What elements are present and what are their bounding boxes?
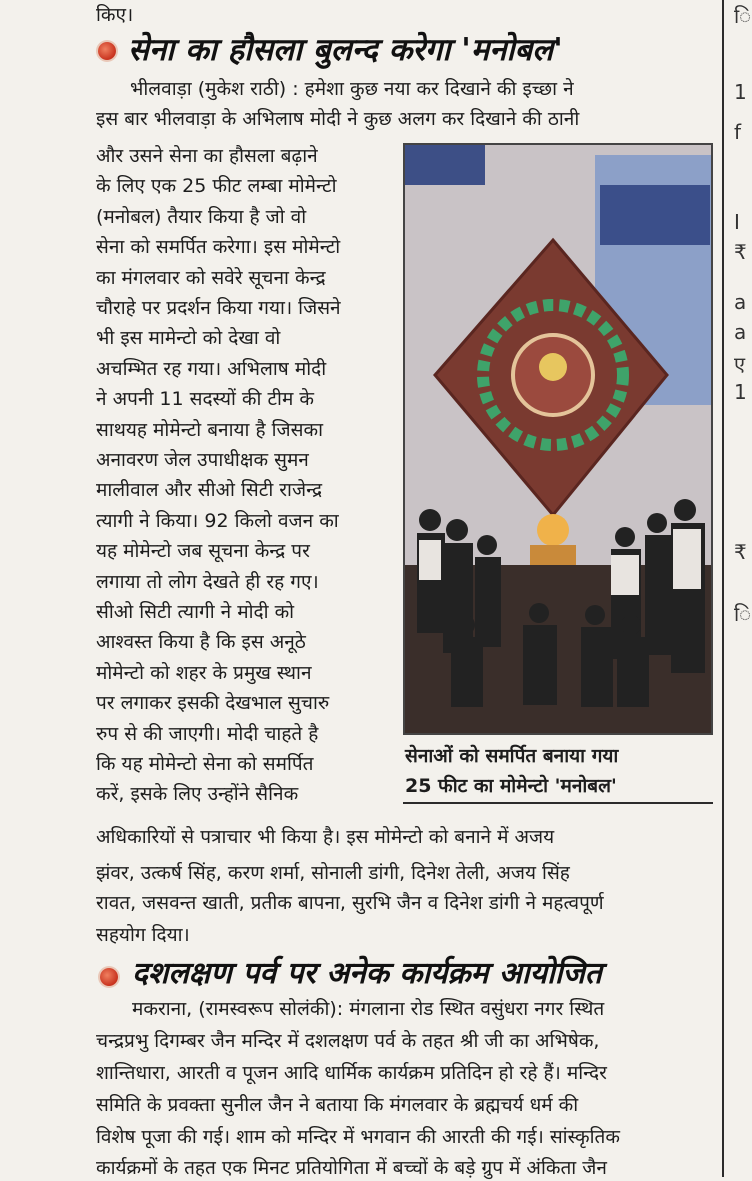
article1-line: कि यह मोमेन्टो सेना को समर्पित bbox=[96, 753, 314, 775]
photo-caption-line: सेनाओं को समर्पित बनाया गया bbox=[405, 745, 619, 767]
photo-caption-line: 25 फीट का मोमेन्टो 'मनोबल' bbox=[405, 775, 617, 797]
article2-line: विशेष पूजा की गई। शाम को मन्दिर में भगवान की आरती की गई। सांस्कृतिक bbox=[96, 1126, 620, 1148]
article2-headline: दशलक्षण पर्व पर अनेक कार्यक्रम आयोजित bbox=[132, 956, 602, 991]
article1-line: और उसने सेना का हौसला बढ़ाने bbox=[96, 145, 318, 167]
article1-line: लगाया तो लोग देखते ही रह गए। bbox=[96, 570, 319, 593]
article2-line: समिति के प्रवक्ता सुनील जैन ने बताया कि मंगलवार के ब्रह्मचर्य धर्म की bbox=[96, 1094, 579, 1116]
article1-line: सहयोग दिया। bbox=[96, 924, 190, 946]
article1-line: अचम्भित रह गया। अभिलाष मोदी bbox=[96, 357, 327, 380]
article1-line: मालीवाल और सीओ सिटी राजेन्द्र bbox=[96, 479, 323, 502]
article1-line: ने अपनी 11 सदस्यों की टीम के bbox=[96, 388, 314, 411]
article1-headline: सेना का हौसला बुलन्द करेगा 'मनोबल' bbox=[128, 32, 563, 68]
column-divider bbox=[722, 0, 724, 1177]
article2-line: मकराना, (रामस्वरूप सोलंकी): मंगलाना रोड स्थित वसुंधरा नगर स्थित bbox=[132, 998, 605, 1020]
article2-line: शान्तिधारा, आरती व पूजन आदि धार्मिक कार्यक्रम प्रतिदिन हो रहे हैं। मन्दिर bbox=[96, 1062, 607, 1084]
article1-line: रुप से की जाएगी। मोदी चाहते है bbox=[96, 722, 319, 745]
article1-line: साथयह मोमेन्टो बनाया है जिसका bbox=[96, 418, 324, 441]
article1-line: आश्वस्त किया है कि इस अनूठे bbox=[96, 631, 306, 654]
caption-divider bbox=[403, 802, 713, 804]
article1-line: सीओ सिटी त्यागी ने मोदी को bbox=[96, 601, 295, 623]
article1-line: मोमेन्टो को शहर के प्रमुख स्थान bbox=[96, 661, 312, 684]
article1-line: झंवर, उत्कर्ष सिंह, करण शर्मा, सोनाली डांगी, दिनेश तेली, अजय सिंह bbox=[96, 862, 570, 884]
article1-line: यह मोमेन्टो जब सूचना केन्द्र पर bbox=[96, 540, 310, 563]
article1-line: अनावरण जेल उपाधीक्षक सुमन bbox=[96, 449, 309, 471]
article1-line: का मंगलवार को सवेरे सूचना केन्द्र bbox=[96, 266, 326, 289]
article1-line: भी इस मामेन्टो को देखा वो bbox=[96, 327, 281, 350]
article-photo bbox=[403, 143, 713, 735]
article1-line: भीलवाड़ा (मुकेश राठी) : हमेशा कुछ नया कर दिखाने की इच्छा ने bbox=[130, 78, 574, 100]
article1-line: के लिए एक 25 फीट लम्बा मोमेन्टो bbox=[96, 175, 337, 198]
top-fragment: किए। bbox=[96, 4, 134, 26]
momento-photo-illustration bbox=[405, 145, 711, 733]
article1-line: अधिकारियों से पत्राचार भी किया है। इस मोमेन्टो को बनाने में अजय bbox=[96, 826, 555, 848]
article1-line: करें, इसके लिए उन्होंने सैनिक bbox=[96, 783, 299, 806]
article1-line: त्यागी ने किया। 92 किलो वजन का bbox=[96, 509, 339, 532]
headline-bullet-icon bbox=[100, 968, 118, 986]
article1-line: चौराहे पर प्रदर्शन किया गया। जिसने bbox=[96, 297, 341, 319]
article1-line: इस बार भीलवाड़ा के अभिलाष मोदी ने कुछ अलग कर दिखाने की ठानी bbox=[96, 108, 580, 130]
article1-line: (मनोबल) तैयार किया है जो वो bbox=[96, 205, 307, 228]
adjacent-column-fragment: ि 1 f I ₹ a a ए 1 ₹ ि bbox=[734, 4, 752, 626]
article1-line: रावत, जसवन्त खाती, प्रतीक बापना, सुरभि जैन व दिनेश डांगी ने महत्वपूर्ण bbox=[96, 892, 604, 914]
article2-line: चन्द्रप्रभु दिगम्बर जैन मन्दिर में दशलक्षण पर्व के तहत श्री जी का अभिषेक, bbox=[96, 1030, 600, 1052]
headline-bullet-icon bbox=[98, 42, 116, 60]
article1-line: सेना को समर्पित करेगा। इस मोमेन्टो bbox=[96, 236, 341, 259]
article1-line: पर लगाकर इसकी देखभाल सुचारु bbox=[96, 692, 330, 715]
article2-line: कार्यक्रमों के तहत एक मिनट प्रतियोगिता में बच्चों के बड़े ग्रुप में अंकिता जैन bbox=[96, 1157, 607, 1179]
